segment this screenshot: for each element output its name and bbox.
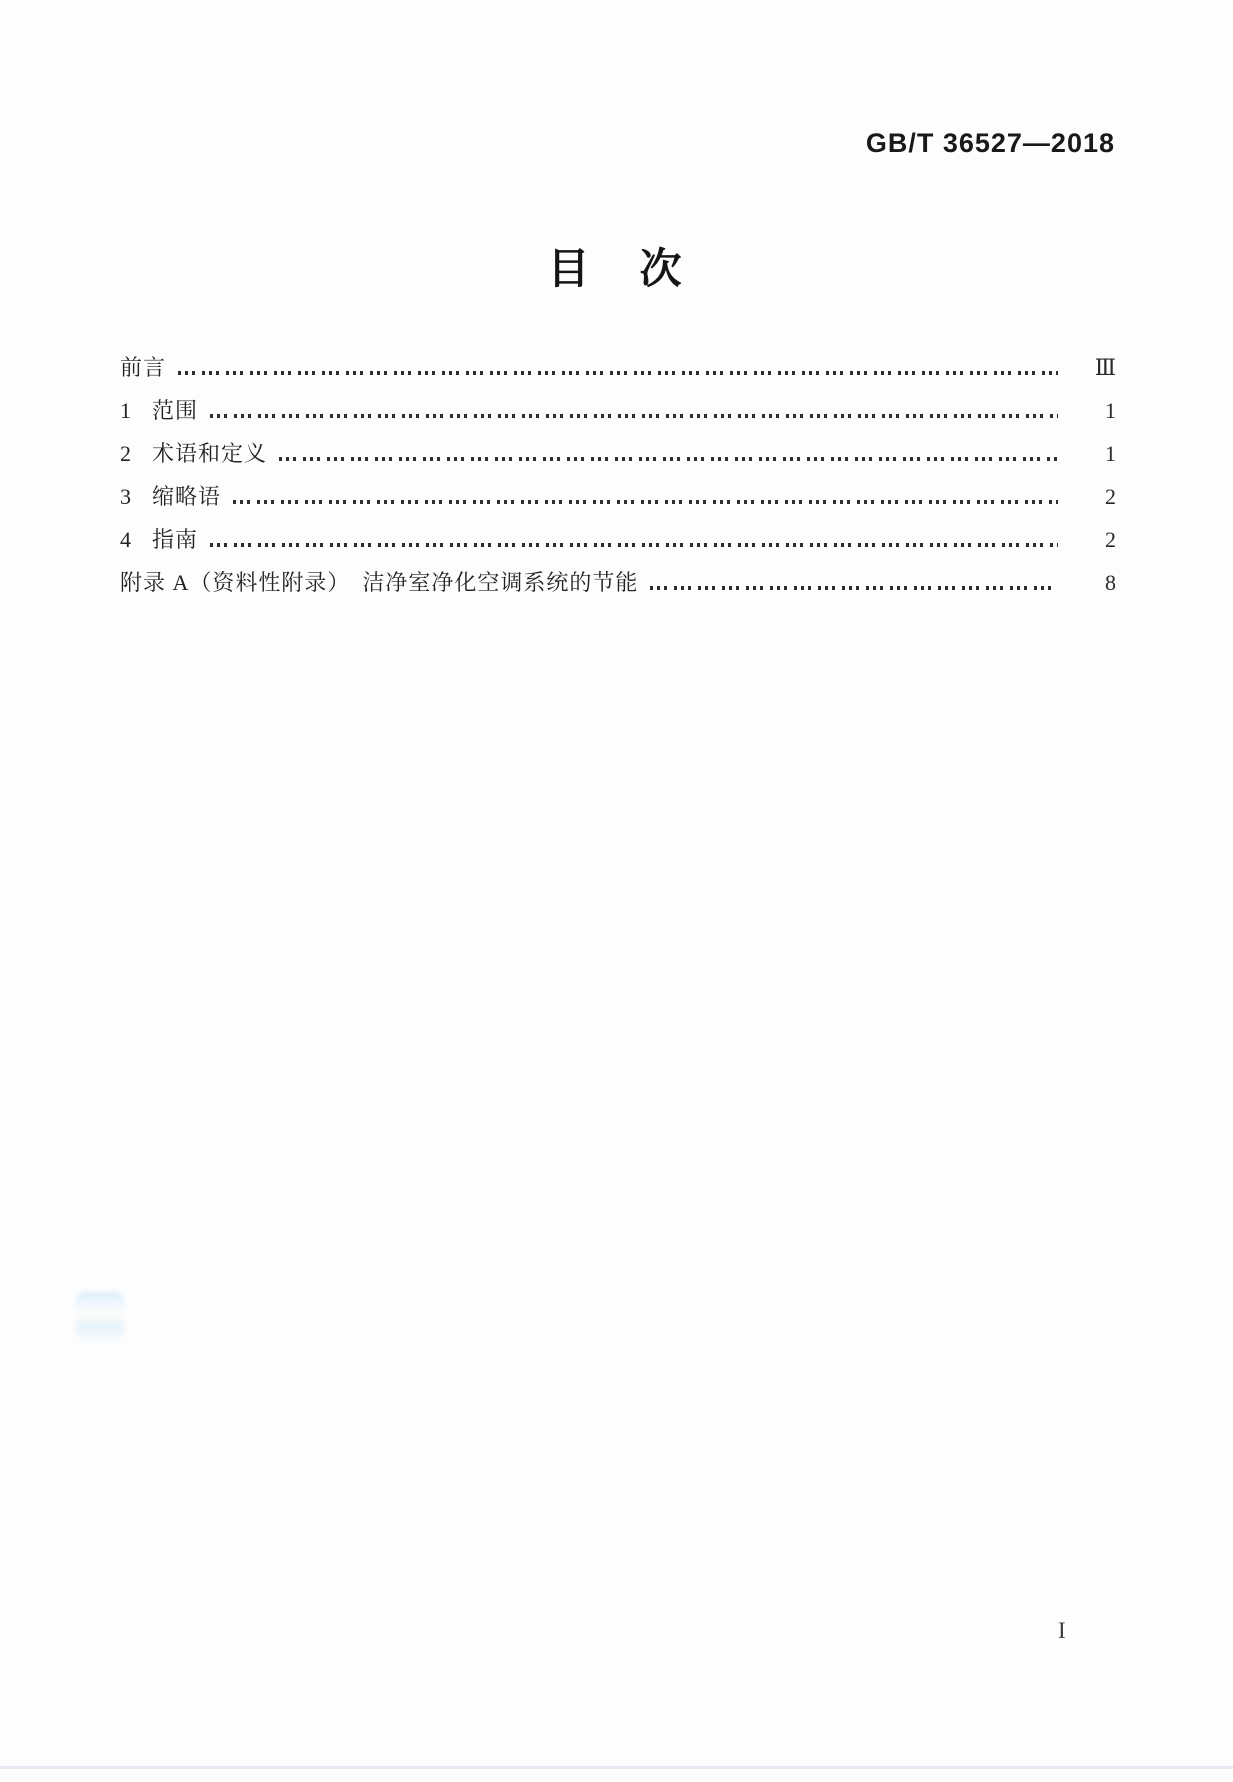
- toc-entry: [120, 394, 1116, 437]
- toc-entry-label: 前言: [120, 355, 167, 380]
- dot-leader: [650, 586, 1058, 590]
- toc-entry-label: 缩略语: [152, 484, 222, 509]
- toc-entry: [120, 351, 1116, 394]
- toc-entry-number: 4: [120, 527, 131, 552]
- footer-page-number: I: [1058, 1618, 1067, 1643]
- dot-leader: [233, 500, 1058, 504]
- toc-entry-page: Ⅲ: [1094, 355, 1116, 380]
- dot-leader: [210, 543, 1058, 547]
- toc-entry-label: 范围: [152, 398, 199, 423]
- toc-entry: [120, 566, 1116, 609]
- page-bottom-edge: [0, 1766, 1233, 1769]
- toc-entry: [120, 523, 1116, 566]
- toc-entry-page: 1: [1105, 398, 1116, 423]
- toc-entry-number: 1: [120, 398, 131, 423]
- toc-entry-page: 2: [1105, 527, 1116, 552]
- toc-entry-label: 附录 A（资料性附录） 洁净室净化空调系统的节能: [120, 570, 639, 595]
- toc-entry-label: 指南: [152, 527, 199, 552]
- toc-entry-page: 1: [1105, 441, 1116, 466]
- dot-leader: [210, 414, 1058, 418]
- toc-entry-page: 8: [1105, 570, 1116, 595]
- toc-entry-number: 2: [120, 441, 131, 466]
- toc-entry: [120, 437, 1116, 480]
- toc-entry-label: 术语和定义: [152, 441, 268, 466]
- dot-leader: [279, 457, 1058, 461]
- toc-entry: [120, 480, 1116, 523]
- standard-code-header: GB/T 36527—2018: [865, 128, 1115, 158]
- page-title: 目 次: [547, 247, 686, 293]
- dot-leader: [178, 371, 1058, 375]
- table-of-contents: [120, 351, 1116, 609]
- scan-artifact-smudge: [76, 1292, 124, 1340]
- toc-entry-number: 3: [120, 484, 131, 509]
- toc-entry-page: 2: [1105, 484, 1116, 509]
